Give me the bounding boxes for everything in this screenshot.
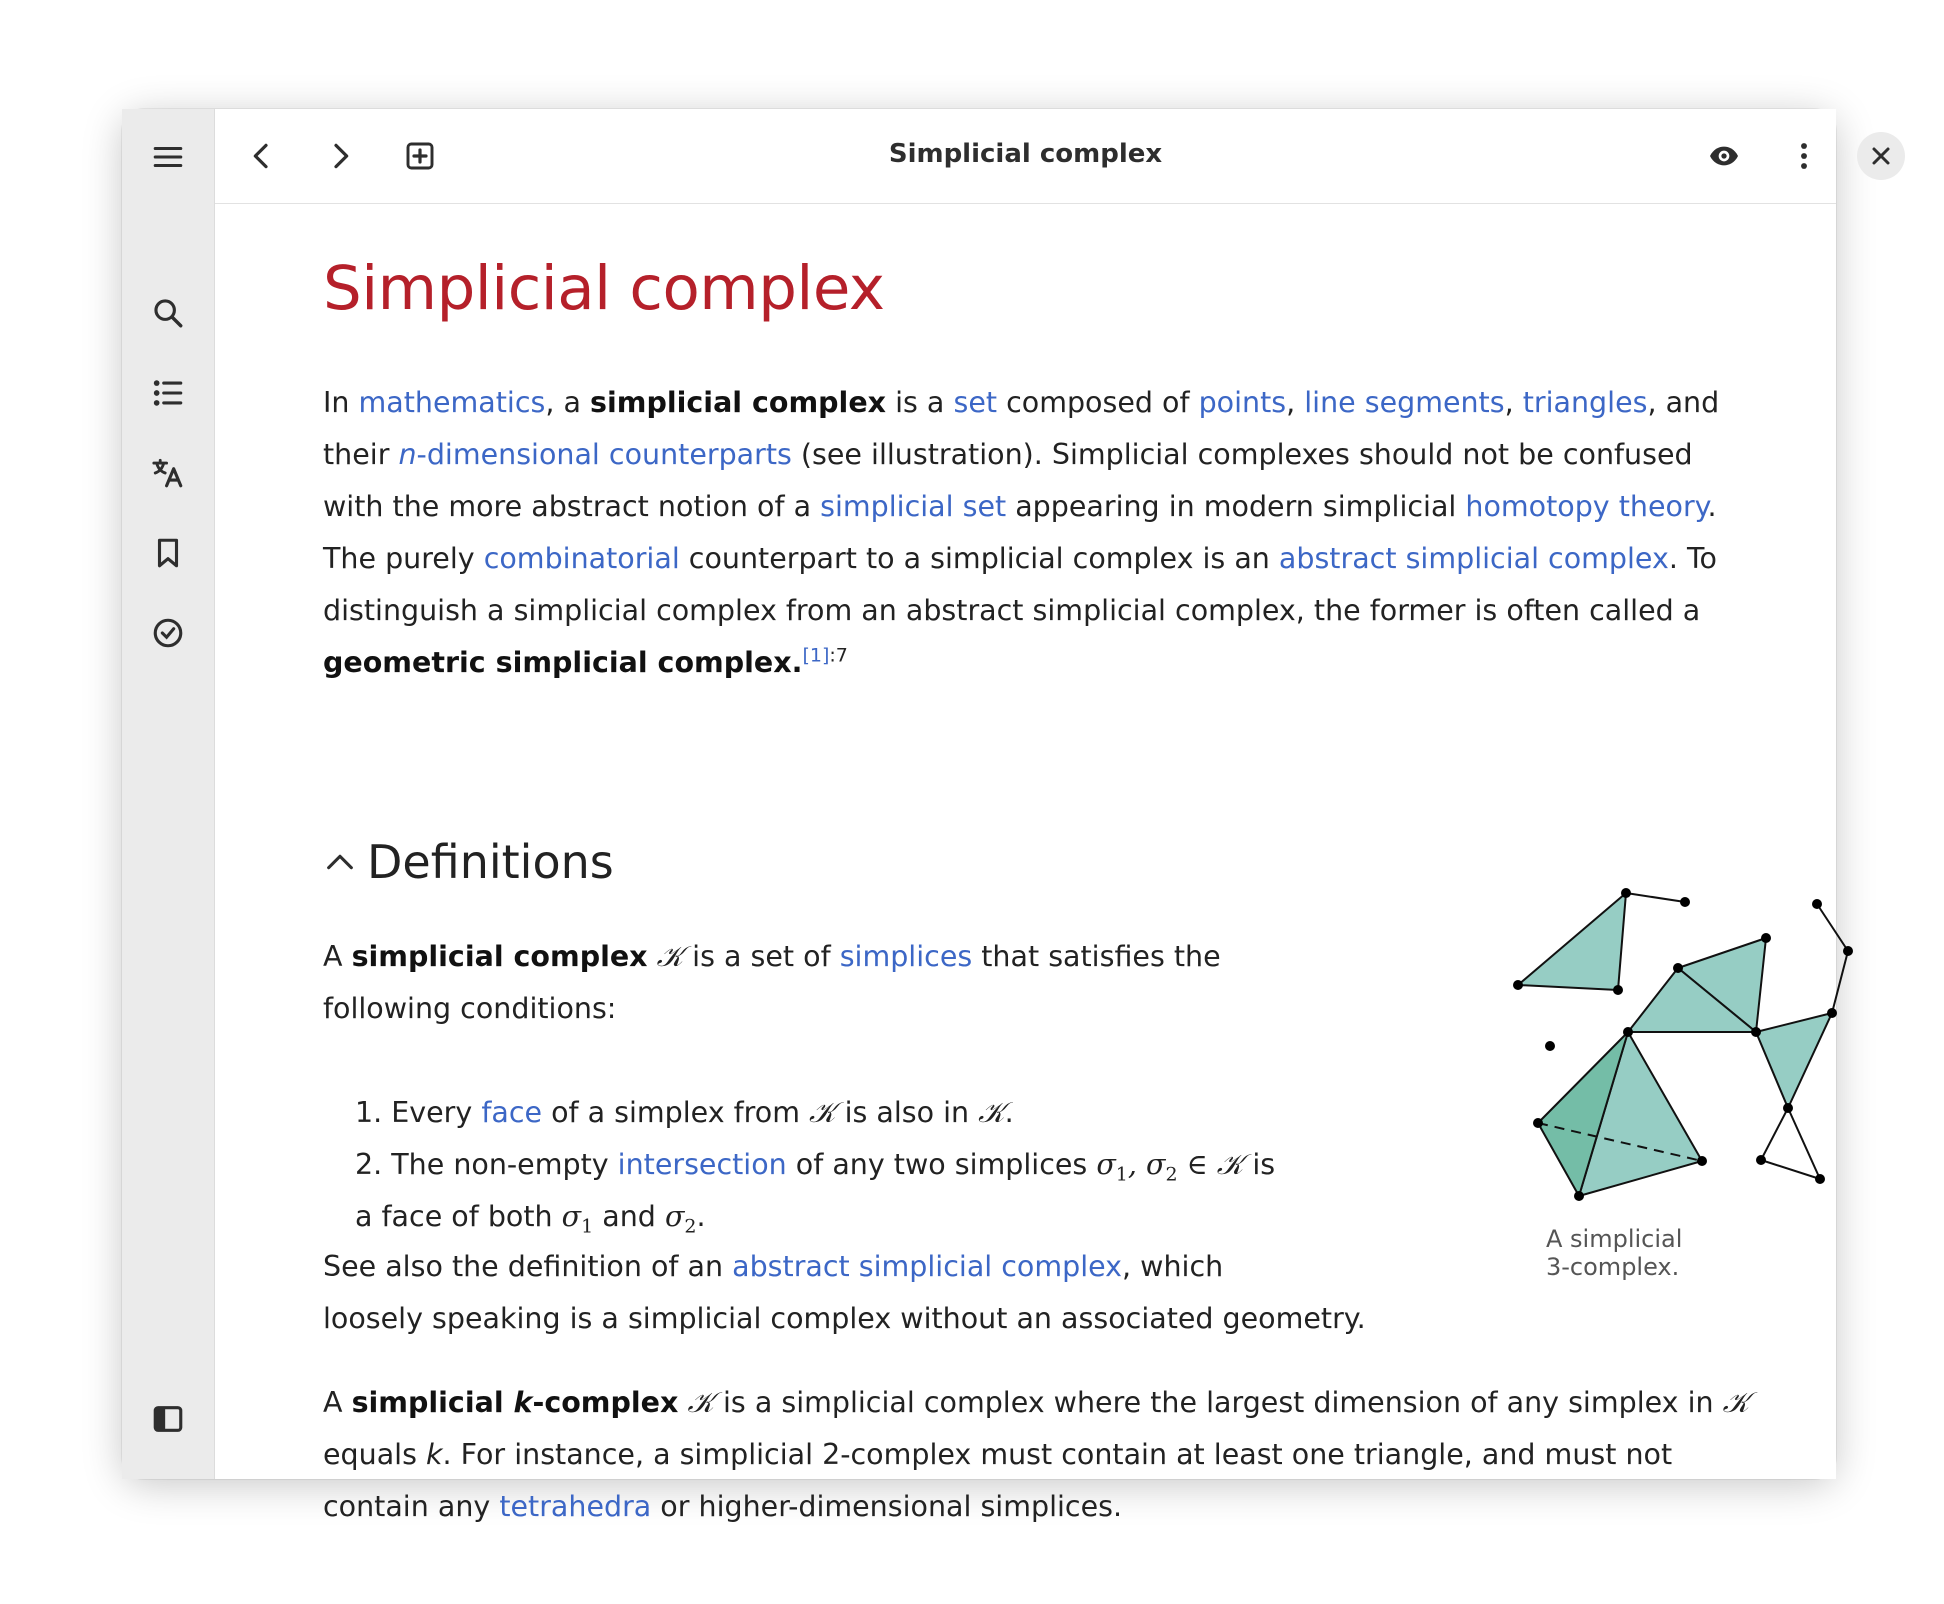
- link-combinatorial[interactable]: combinatorial: [483, 542, 680, 575]
- list-item: [355, 1139, 1285, 1243]
- text: 1: [581, 1215, 594, 1238]
- text: The purely: [323, 542, 484, 575]
- definition-line-1: [323, 931, 1221, 983]
- text: σ: [1096, 1148, 1116, 1181]
- intro-line-5: distinguish a simplicial complex from an abstract simplicial complex, the former is often called a: [323, 594, 1701, 627]
- k-complex-line-3: [323, 1481, 1122, 1533]
- text: is a simplicial complex where the largest dimension of any simplex in: [713, 1386, 1723, 1419]
- see-also-line-2: loosely speaking is a simplicial complex without an associated geometry.: [323, 1302, 1366, 1335]
- chevron-up-icon: [323, 845, 357, 879]
- bold-term: -complex: [532, 1386, 679, 1419]
- text: -dimensional counterparts: [416, 438, 792, 471]
- link-simplices[interactable]: simplices: [839, 940, 973, 973]
- bold-term: simplicial complex: [590, 386, 887, 419]
- intro-line-1: [323, 377, 1719, 429]
- history-icon: [151, 616, 185, 650]
- page-title: Simplicial complex: [323, 253, 885, 324]
- text: σ: [1146, 1148, 1166, 1181]
- triangle-top-left: [1518, 893, 1626, 990]
- text: (see illustration). Simplicial complexes should not be confused: [791, 438, 1693, 471]
- text: k: [513, 1386, 533, 1419]
- link-n-dimensional[interactable]: [398, 438, 791, 471]
- text: See also the definition of an: [323, 1250, 733, 1283]
- app-window: [122, 109, 1836, 1523]
- intro-line-4: [323, 533, 1717, 585]
- definition-line-2: following conditions:: [323, 992, 617, 1025]
- search-button[interactable]: [142, 287, 194, 339]
- view-button[interactable]: [1697, 129, 1751, 183]
- text: 2.: [355, 1148, 392, 1181]
- text: A: [323, 940, 352, 973]
- text: , which: [1122, 1250, 1224, 1283]
- history-button[interactable]: [142, 607, 194, 659]
- text: A: [323, 1386, 352, 1419]
- text: k: [425, 1438, 443, 1471]
- math-symbol: 𝒦: [1722, 1386, 1750, 1419]
- bookmark-icon: [151, 536, 185, 570]
- simplicial-complex-figure: [1488, 803, 1918, 1223]
- link-triangles[interactable]: triangles: [1522, 386, 1648, 419]
- bookmarks-button[interactable]: [142, 527, 194, 579]
- link-points[interactable]: points: [1198, 386, 1287, 419]
- intro-line-2: [323, 429, 1693, 481]
- text: ,: [1504, 386, 1523, 419]
- link-abstract-simplicial-complex-2[interactable]: abstract simplicial complex: [732, 1250, 1123, 1283]
- intro-line-3: [323, 481, 1717, 533]
- text: ,: [1286, 386, 1305, 419]
- text: counterpart to a simplicial complex is an: [679, 542, 1279, 575]
- text: and: [593, 1200, 665, 1233]
- link-set[interactable]: set: [953, 386, 998, 419]
- more-options-button[interactable]: [1777, 129, 1831, 183]
- text: .: [791, 646, 803, 679]
- link-intersection[interactable]: intersection: [617, 1148, 787, 1181]
- text: .: [1707, 490, 1717, 523]
- text: of a simplex from: [542, 1096, 810, 1129]
- text: equals: [323, 1438, 426, 1471]
- contents-list-icon: [151, 376, 185, 410]
- bold-term: geometric simplicial complex: [323, 646, 792, 679]
- sidebar: [122, 109, 215, 1479]
- k-complex-line-1: [323, 1377, 1749, 1429]
- section-heading-text: Definitions: [367, 835, 614, 889]
- link-mathematics[interactable]: mathematics: [358, 386, 546, 419]
- math-symbol: 𝒦: [678, 1386, 714, 1419]
- text: a face of both: [355, 1200, 562, 1233]
- search-icon: [151, 296, 185, 330]
- text: or higher-dimensional simplices.: [651, 1490, 1123, 1523]
- bold-term: simplicial complex: [351, 940, 648, 973]
- text: In: [323, 386, 359, 419]
- reference-page: :7: [829, 644, 848, 667]
- triangle-right: [1756, 1013, 1832, 1108]
- text: 2: [1165, 1163, 1178, 1186]
- text: is a set of: [683, 940, 840, 973]
- triangle-bottom-right: [1761, 1108, 1820, 1179]
- link-abstract-simplicial-complex[interactable]: abstract simplicial complex: [1278, 542, 1669, 575]
- text: σ: [561, 1200, 582, 1233]
- header-bar: [215, 109, 1836, 204]
- k-complex-line-2: [323, 1429, 1672, 1481]
- reference-link[interactable]: [1]: [802, 644, 830, 667]
- text: .: [696, 1200, 706, 1233]
- contents-button[interactable]: [142, 367, 194, 419]
- figure-caption: A simplicial 3-complex.: [1546, 1225, 1683, 1281]
- text: composed of: [997, 386, 1199, 419]
- text: . To: [1668, 542, 1717, 575]
- close-button[interactable]: [1857, 132, 1905, 180]
- text: The non-empty: [391, 1148, 618, 1181]
- list-item: [355, 1087, 1285, 1139]
- math-expression: [1096, 1148, 1244, 1186]
- math-symbol: 𝒦: [656, 940, 684, 973]
- language-icon: [151, 456, 185, 490]
- close-icon: [1869, 144, 1893, 168]
- text: , and: [1647, 386, 1720, 419]
- link-homotopy-theory[interactable]: homotopy theory: [1465, 490, 1708, 523]
- text: Every: [391, 1096, 482, 1129]
- text: .: [1004, 1096, 1014, 1129]
- main-pane: [215, 109, 1836, 1523]
- text: 1: [1115, 1163, 1128, 1186]
- text: σ: [664, 1200, 685, 1233]
- math-symbol: 𝒦: [978, 1096, 1005, 1129]
- conditions-list: [355, 1087, 1285, 1243]
- window-title: Simplicial complex: [888, 139, 1163, 169]
- text: , a: [545, 386, 591, 419]
- view-icon: [1708, 140, 1740, 172]
- see-also-line-1: [323, 1241, 1223, 1293]
- text: . For instance, a simplicial 2-complex must contain at least one triangle, and must not: [442, 1438, 1673, 1471]
- text: their: [323, 438, 399, 471]
- text: is: [1243, 1148, 1276, 1181]
- sidebar-toggle-icon: [151, 1402, 185, 1436]
- more-options-icon: [1788, 140, 1820, 172]
- link-tetrahedra[interactable]: tetrahedra: [499, 1490, 652, 1523]
- math-symbol: 𝒦: [809, 1096, 836, 1129]
- text: n: [398, 438, 417, 471]
- section-heading-definitions[interactable]: [323, 835, 614, 889]
- text: ∈ 𝒦: [1177, 1148, 1244, 1181]
- text: of any two simplices: [786, 1148, 1097, 1181]
- menu-icon: [151, 140, 185, 174]
- text: ,: [1127, 1148, 1147, 1181]
- link-face[interactable]: face: [481, 1096, 543, 1129]
- text: 1.: [355, 1096, 392, 1129]
- text: 2: [684, 1215, 697, 1238]
- text: is a: [886, 386, 954, 419]
- text: contain any: [323, 1490, 500, 1523]
- sidebar-toggle-button[interactable]: [142, 1393, 194, 1445]
- math-expression: [561, 1200, 594, 1238]
- menu-button[interactable]: [142, 131, 194, 183]
- link-line-segments[interactable]: line segments: [1304, 386, 1505, 419]
- math-expression: [664, 1200, 697, 1238]
- language-button[interactable]: [142, 447, 194, 499]
- text: is also in: [835, 1096, 979, 1129]
- link-simplicial-set[interactable]: simplicial set: [820, 490, 1007, 523]
- text: that satisfies the: [972, 940, 1221, 973]
- bold-term: simplicial: [351, 1386, 514, 1419]
- intro-line-6: [323, 637, 848, 689]
- text: appearing in modern simplicial: [1006, 490, 1466, 523]
- text: with the more abstract notion of a: [323, 490, 821, 523]
